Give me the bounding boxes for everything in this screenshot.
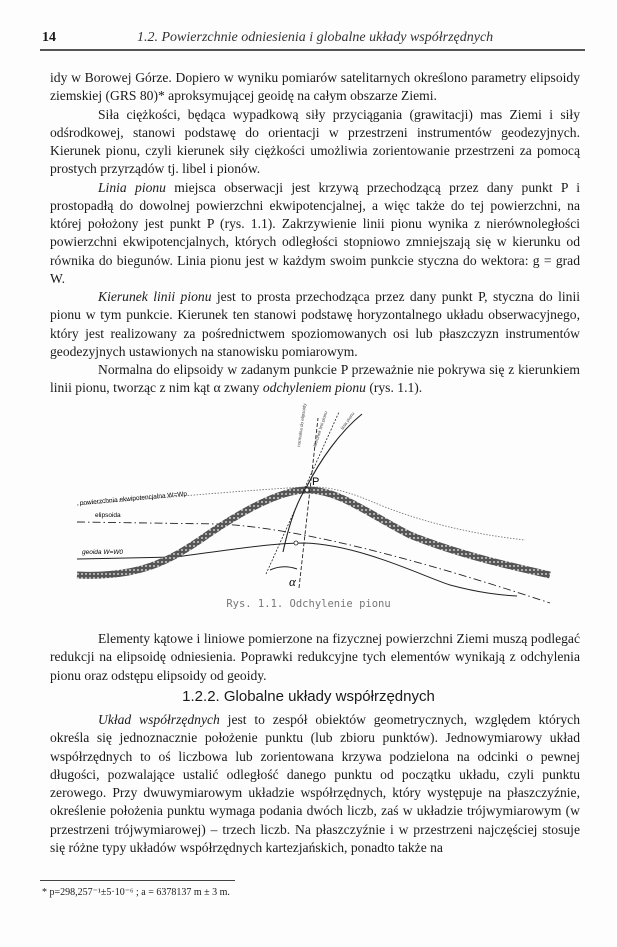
plumb-line-label: linia pionu <box>339 411 356 431</box>
plumb-direction-label: kierunek linii pionu <box>312 410 329 448</box>
paragraph <box>50 106 580 179</box>
body-text-mid <box>50 630 580 685</box>
header-rule <box>40 49 585 51</box>
normal-label: normalna do elipsoidy <box>296 403 308 448</box>
paragraph-text: jest to prosta przechodząca przez dany punkt P, styczna do linii pionu w tym punkcie. Kierunek ten stanowi podstawę horyzontalnego układu obserwacyjnego, który jest realizowany za pośrednictwem spoziomowanych osi lub płaszczyzn instrumentów geodezyjnych ustawionych na stanowisku pomiarowym. <box>50 289 581 359</box>
running-header <box>42 30 582 48</box>
term: Układ współrzędnych <box>98 712 220 727</box>
geoid-label: geoida W=W0 <box>82 549 124 556</box>
term: Linia pionu <box>98 179 166 195</box>
ellipsoid-line <box>77 522 550 603</box>
alpha-label: α <box>289 574 296 589</box>
paragraph: Elementy kątowe i liniowe pomierzone na fizycznej powierzchni Ziemi muszą podlegać redukcji na elipsoidę odniesienia. Poprawki redukcyjne tych elementów wynikają z odchylenia pionu oraz odstępu elipsoidy od geoidy. <box>50 631 580 683</box>
figure-caption: Rys. 1.1. Odchylenie pionu <box>226 598 391 610</box>
footnote: * p=298,257⁻¹±5·10⁻⁶ ; a = 6378137 m ± 3 m. <box>42 887 230 898</box>
paragraph-text: jest to zespół obiektów geometrycznych, względem których określa się jednoznacznie położenie punktu (lub zbioru punktów). Jednowymiarowy układ współrzędnych to oś liczbowa lub zorientowana krzywa podzielona na odcinki o pewnej długości, pozwalające ustalić odległość danego punktu od początku układu, czyli punktu zerowego. Przy dwuwymiarowym układzie współrzędnych, który występuje na płaszczyźnie, określenie położenia punktu wymaga podania dwóch liczb, zaś w układzie trójwymiarowym (w przestrzeni trójwymiarowej) – trzech liczb. Na płaszczyźnie i w przestrzeni najczęściej stosuje się różne typy układów współrzędnych kartezjańskich, ponadto także na <box>50 712 581 855</box>
paragraph <box>50 69 580 106</box>
header-title: 1.2. Powierzchnie odniesienia i globalne układy współrzędnych <box>137 30 494 45</box>
paragraph-text: Siła ciężkości, będąca wypadkową siły przyciągania (grawitacji) mas Ziemi i siły odśrodkowej, stanowi podstawę do orientacji w przestrzeni instrumentów geodezyjnych. Kierunek pionu, czyli kierunek siły ciężkości umożliwia zorientowanie przestrzeni za pomocą prostych przyrządów tj. libel i pionów. <box>50 106 580 177</box>
paragraph-text: Normalna do elipsoidy w zadanym punkcie P przeważnie nie pokrywa się z kierunkiem linii pionu, tworząc z nim kąt α zwany <box>50 362 580 396</box>
paragraph <box>50 288 580 361</box>
paragraph <box>50 179 580 289</box>
paragraph-text: miejsca obserwacji jest krzywą przechodzącą przez dany punkt P i prostopadłą do dowolnej powierzchni ekwipotencjalnej, a więc także do tej powierzchni, na której położony jest punkt P (rys. 1.1). Zakrzywienie linii pionu wynika z nierównoległości powierzchni ekwipotencjalnych, których odległości stopniowo zmniejszają się w kierunku od równika do biegunów. Linia pionu jest w każdym swoim punkcie styczna do wektora: g = grad W. <box>50 179 580 286</box>
equipotential-label: powierzchnia ekwipotencjalna W=Wp <box>79 490 188 507</box>
paragraph-text: (rys. 1.1). <box>365 380 423 396</box>
ellipsoid-label: elipsoida <box>95 512 121 519</box>
point-p-label: P <box>312 476 320 488</box>
body-text-top <box>50 69 580 398</box>
paragraph-text: idy w Borowej Górze. Dopiero w wyniku pomiarów satelitarnych określono parametry elipsoidy ziemskiej (GRS 80)* aproksymującej geoidę na całym obszarze Ziemi. <box>50 70 580 104</box>
alpha-arc <box>270 567 297 570</box>
plumb-line <box>283 414 362 552</box>
figure-deflection-of-vertical <box>60 395 560 620</box>
paragraph <box>50 711 580 857</box>
paragraph <box>50 361 580 398</box>
term: Kierunek linii pionu <box>98 289 212 304</box>
term: odchyleniem pionu <box>262 380 366 396</box>
page-number: 14 <box>42 30 56 45</box>
footnote-rule <box>40 880 235 881</box>
body-text-bottom <box>50 711 580 857</box>
section-heading: 1.2.2. Globalne układy współrzędnych <box>182 688 435 705</box>
terrain-surface <box>77 490 550 575</box>
